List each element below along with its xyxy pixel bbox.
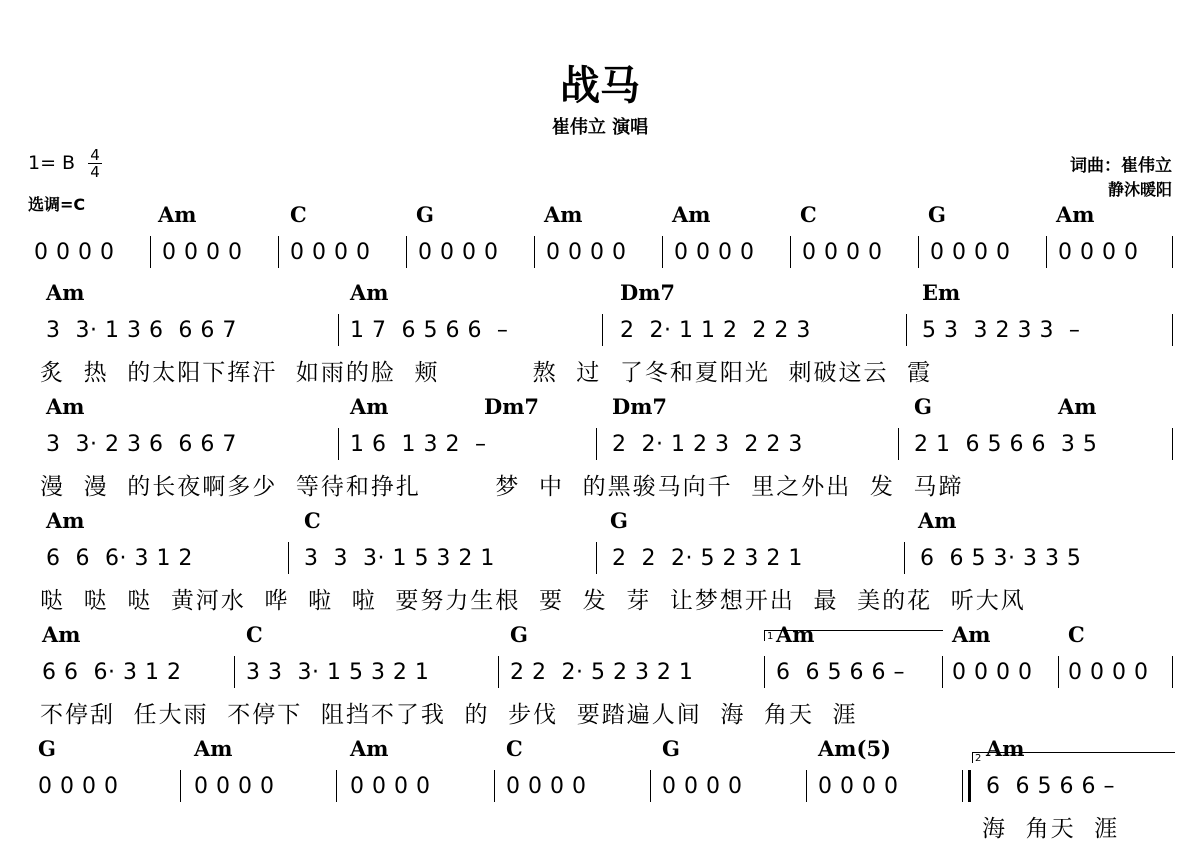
chord: G	[38, 736, 56, 761]
chord: Am	[350, 736, 389, 761]
bar-line	[180, 770, 181, 802]
measure-notes: 0 0 0 0	[674, 240, 755, 265]
lyric-line: 海 角天 涯	[982, 816, 1120, 842]
volta-bracket-1: 1	[764, 630, 943, 641]
measure-notes: 0 0 0 0	[38, 774, 119, 799]
measure-notes: 0 0 0 0	[662, 774, 743, 799]
lyric-line: 漫 漫 的长夜啊多少 等待和挣扎 梦 中 的黑骏马向千 里之外出 发 马蹄	[40, 474, 964, 500]
measure-notes: 0 0 0 0	[546, 240, 627, 265]
measure-notes: 6 6 5 6 6 –	[776, 660, 905, 685]
volta-bracket-2: 2	[972, 752, 1175, 763]
lyric-line: 哒 哒 哒 黄河水 哗 啦 啦 要努力生根 要 发 芽 让梦想开出 最 美的花 听大风	[40, 588, 1026, 614]
measure-notes: 0 0 0 0	[1068, 660, 1149, 685]
measure-notes: 1 6 1 3 2 –	[350, 432, 487, 457]
chord: Am	[918, 508, 957, 533]
measure-notes: 6 6 6· 3 1 2	[42, 660, 182, 685]
chord: G	[416, 202, 434, 227]
chord: Dm7	[620, 280, 676, 305]
measure-notes: 0 0 0 0	[818, 774, 899, 799]
chord: Am	[776, 622, 815, 647]
chord: Am	[46, 280, 85, 305]
bar-line	[764, 656, 765, 688]
repeat-end-barline	[962, 770, 971, 802]
chord: Am	[194, 736, 233, 761]
measure-notes: 2 2· 1 1 2 2 2 3	[620, 318, 811, 343]
measure-notes: 0 0 0 0	[194, 774, 275, 799]
chord: Am	[350, 394, 389, 419]
measure-notes: 2 1 6 5 6 6 3 5	[914, 432, 1098, 457]
measure-notes: 3 3 3· 1 5 3 2 1	[246, 660, 430, 685]
measure-notes: 2 2 2· 5 2 3 2 1	[510, 660, 694, 685]
chord: Am	[46, 394, 85, 419]
key-signature: 1= B	[28, 152, 76, 174]
bar-line	[338, 314, 339, 346]
bar-line	[596, 542, 597, 574]
chord: G	[928, 202, 946, 227]
bar-line	[790, 236, 791, 268]
bar-line	[1172, 314, 1173, 346]
measure-notes: 0 0 0 0	[350, 774, 431, 799]
measure-notes: 0 0 0 0	[930, 240, 1011, 265]
measure-notes: 6 6 5 6 6 –	[986, 774, 1115, 799]
measure-notes: 0 0 0 0	[802, 240, 883, 265]
lyric-line: 炙 热 的太阳下挥汗 如雨的脸 颊 熬 过 了冬和夏阳光 刺破这云 霞	[40, 360, 933, 386]
bar-line	[234, 656, 235, 688]
measure-notes: 0 0 0 0	[34, 240, 115, 265]
bar-line	[898, 428, 899, 460]
bar-line	[918, 236, 919, 268]
song-title: 战马	[560, 63, 640, 109]
bar-line	[806, 770, 807, 802]
time-signature	[88, 147, 102, 180]
chord: G	[610, 508, 628, 533]
bar-line	[288, 542, 289, 574]
measure-notes: 3 3· 1 3 6 6 6 7	[46, 318, 237, 343]
bar-line	[650, 770, 651, 802]
measure-notes: 3 3· 2 3 6 6 6 7	[46, 432, 237, 457]
bar-line	[906, 314, 907, 346]
capo-note: 选调=C	[28, 195, 86, 214]
bar-line	[338, 428, 339, 460]
chord: Am	[672, 202, 711, 227]
time-signature-top: 4	[90, 146, 100, 164]
bar-line	[942, 656, 943, 688]
bar-line	[1058, 656, 1059, 688]
chord: Am	[952, 622, 991, 647]
chord: Am	[1056, 202, 1095, 227]
bar-line	[498, 656, 499, 688]
bar-line	[596, 428, 597, 460]
bar-line	[406, 236, 407, 268]
lyric-line: 不停刮 任大雨 不停下 阻挡不了我 的 步伐 要踏遍人间 海 角天 涯	[40, 702, 858, 728]
measure-notes: 3 3 3· 1 5 3 2 1	[304, 546, 495, 571]
bar-line	[336, 770, 337, 802]
chord: C	[304, 508, 321, 533]
bar-line	[1172, 428, 1173, 460]
measure-notes: 0 0 0 0	[952, 660, 1033, 685]
bar-line	[662, 236, 663, 268]
chord: C	[290, 202, 307, 227]
chord: Am	[544, 202, 583, 227]
bar-line	[494, 770, 495, 802]
measure-notes: 2 2 2· 5 2 3 2 1	[612, 546, 803, 571]
chord: G	[662, 736, 680, 761]
measure-notes: 0 0 0 0	[418, 240, 499, 265]
measure-notes: 0 0 0 0	[290, 240, 371, 265]
arranger-credit: 静沐暖阳	[1107, 180, 1172, 199]
bar-line	[602, 314, 603, 346]
measure-notes: 0 0 0 0	[506, 774, 587, 799]
lyricist-composer-credit: 词曲：崔伟立	[1070, 156, 1172, 176]
chord: Am	[1058, 394, 1097, 419]
bar-line	[904, 542, 905, 574]
measure-notes: 2 2· 1 2 3 2 2 3	[612, 432, 803, 457]
measure-notes: 0 0 0 0	[162, 240, 243, 265]
chord: C	[506, 736, 523, 761]
bar-line	[278, 236, 279, 268]
measure-notes: 0 0 0 0	[1058, 240, 1139, 265]
chord: Am	[986, 736, 1025, 761]
measure-notes: 1 7 6 5 6 6 –	[350, 318, 509, 343]
bar-line	[1172, 656, 1173, 688]
bar-line	[1046, 236, 1047, 268]
bar-line	[1172, 236, 1173, 268]
chord: C	[1068, 622, 1085, 647]
performer-credit: 崔伟立 演唱	[551, 117, 649, 138]
measure-notes: 5 3 3 2 3 3 –	[922, 318, 1081, 343]
measure-notes: 6 6 6· 3 1 2	[46, 546, 193, 571]
bar-line	[534, 236, 535, 268]
chord: Dm7	[612, 394, 668, 419]
chord: Am(5)	[818, 736, 891, 761]
chord: Dm7	[484, 394, 540, 419]
chord: Am	[42, 622, 81, 647]
chord: Am	[350, 280, 389, 305]
chord: G	[914, 394, 932, 419]
time-signature-bottom: 4	[88, 163, 102, 180]
chord: C	[246, 622, 263, 647]
chord: Em	[922, 280, 961, 305]
chord: C	[800, 202, 817, 227]
chord: Am	[46, 508, 85, 533]
bar-line	[150, 236, 151, 268]
measure-notes: 6 6 5 3· 3 3 5	[920, 546, 1082, 571]
chord: Am	[158, 202, 197, 227]
chord: G	[510, 622, 528, 647]
